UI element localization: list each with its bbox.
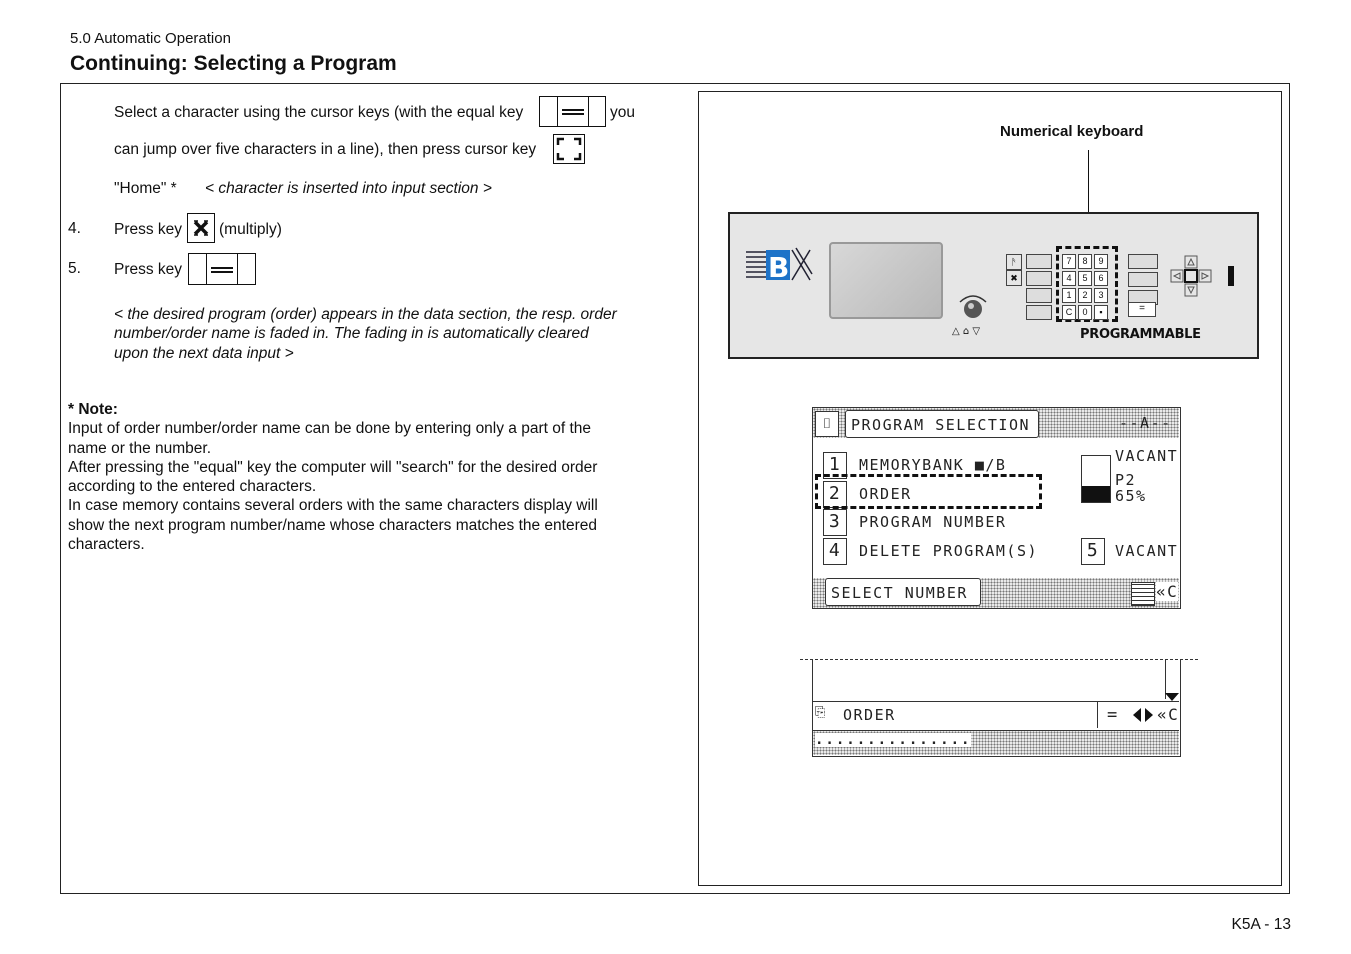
note-line: In case memory contains several orders with the same characters display will xyxy=(68,497,598,515)
svg-text:B: B xyxy=(768,251,790,284)
input-clear-key: «C xyxy=(1157,705,1180,724)
numpad-key: 5 xyxy=(1078,271,1092,286)
keyboard-grid-icon xyxy=(1131,582,1155,606)
knob-arrows-icon: △ ⌂ ▽ xyxy=(952,326,981,337)
walk-key-icon: ᚫ xyxy=(1006,254,1022,270)
step-5-number: 5. xyxy=(68,260,81,277)
numpad-key: 4 xyxy=(1062,271,1076,286)
panel-equal-key-icon: = xyxy=(1128,302,1156,317)
result-line-2: number/order name is faded in. The fading in is automatically cleared xyxy=(114,325,589,342)
instruction-line-2: can jump over five characters in a line), then press cursor key xyxy=(114,141,537,158)
page-number: K5A - 13 xyxy=(1231,916,1291,933)
step-4-text: Press key xyxy=(114,221,183,238)
screen-mode: --A-- xyxy=(1119,414,1172,432)
order-file-icon: ⎘ xyxy=(815,704,826,719)
note-heading: * Note: xyxy=(68,401,118,418)
input-screen xyxy=(812,659,1181,757)
numpad-key: C xyxy=(1062,305,1076,320)
note-block xyxy=(68,400,598,554)
numpad-key: 9 xyxy=(1094,254,1108,269)
select-number-prompt: SELECT NUMBER xyxy=(825,578,981,606)
stop-key-icon: ✖ xyxy=(1006,270,1022,286)
result-line-1: < the desired program (order) appears in the data section, the resp. order xyxy=(114,306,617,323)
result-line-3: upon the next data input > xyxy=(114,345,294,362)
numpad-key: 8 xyxy=(1078,254,1092,269)
cursor-keys-icon xyxy=(1170,254,1212,300)
keyboard-label: Numerical keyboard xyxy=(1000,123,1144,140)
order-selection-highlight xyxy=(815,474,1042,509)
numpad-key: 7 xyxy=(1062,254,1076,269)
section-heading: 5.0 Automatic Operation xyxy=(70,30,231,47)
menu-number: 5 xyxy=(1081,538,1105,565)
numpad-key: 6 xyxy=(1094,271,1108,286)
note-line: name or the number. xyxy=(68,439,212,457)
input-equal-key: = xyxy=(1107,705,1119,725)
selector-knob-icon xyxy=(956,292,990,322)
step-5-text: Press key xyxy=(114,261,183,278)
input-field-label: ORDER xyxy=(843,706,896,724)
note-line: characters. xyxy=(68,536,145,554)
numerical-keypad xyxy=(1062,254,1116,320)
memory-program: P2 xyxy=(1115,471,1137,489)
panel-brand-label: PROGRAMMABLE xyxy=(1080,327,1201,342)
key-switch-icon xyxy=(1228,266,1234,286)
equal-key-icon xyxy=(539,96,606,127)
step-4-number: 4. xyxy=(68,220,81,237)
program-selection-screen xyxy=(812,407,1181,609)
note-line: according to the entered characters. xyxy=(68,478,317,496)
equal-key-icon xyxy=(188,253,256,285)
menu-number: 3 xyxy=(823,509,847,536)
home-label: "Home" * xyxy=(114,180,177,197)
menu-label: MEMORYBANK ■/B xyxy=(859,456,1007,474)
numpad-key: 0 xyxy=(1078,305,1092,320)
numpad-key: 1 xyxy=(1062,288,1076,303)
note-line: After pressing the "equal" key the computer will "search" for the desired order xyxy=(68,458,598,476)
menu-label: ORDER xyxy=(859,485,912,503)
memory-usage-gauge xyxy=(1081,455,1111,503)
instruction-line-1-end: you xyxy=(610,104,635,121)
left-right-arrows-icon xyxy=(1131,706,1155,724)
numpad-key: ▪ xyxy=(1094,305,1108,320)
multiply-key-icon xyxy=(187,213,215,243)
memory-status: VACANT xyxy=(1115,447,1179,465)
menu-label: DELETE PROGRAM(S) xyxy=(859,542,1039,560)
note-line: show the next program number/name whose characters matches the entered xyxy=(68,516,597,534)
brand-logo xyxy=(744,244,814,288)
menu-number: 2 xyxy=(823,481,847,508)
control-panel xyxy=(728,212,1259,359)
menu-label: PROGRAM NUMBER xyxy=(859,513,1007,531)
note-line: Input of order number/order name can be done by entering only a part of the xyxy=(68,420,592,438)
page-title: Continuing: Selecting a Program xyxy=(70,52,397,75)
menu-label: VACANT xyxy=(1115,542,1179,560)
book-icon: ⌷ xyxy=(815,411,839,437)
home-cursor-key-icon xyxy=(553,134,585,164)
input-placeholder-dots: ............... xyxy=(815,732,972,748)
instruction-line-1: Select a character using the cursor keys (with the equal key xyxy=(114,104,524,121)
menu-number: 4 xyxy=(823,538,847,565)
step-4-suffix: (multiply) xyxy=(219,221,282,238)
clear-back-icon: «C xyxy=(1156,582,1179,601)
home-result: < character is inserted into input section > xyxy=(205,180,492,197)
input-divider xyxy=(1097,702,1098,728)
panel-display xyxy=(829,242,943,319)
numpad-key: 3 xyxy=(1094,288,1108,303)
screen-title: PROGRAM SELECTION xyxy=(845,410,1039,438)
numpad-key: 2 xyxy=(1078,288,1092,303)
input-line xyxy=(813,701,1179,731)
menu-number: 1 xyxy=(823,452,847,479)
function-key-column xyxy=(1026,254,1052,316)
memory-percent: 65% xyxy=(1115,487,1147,505)
scroll-down-icon xyxy=(1165,693,1179,701)
